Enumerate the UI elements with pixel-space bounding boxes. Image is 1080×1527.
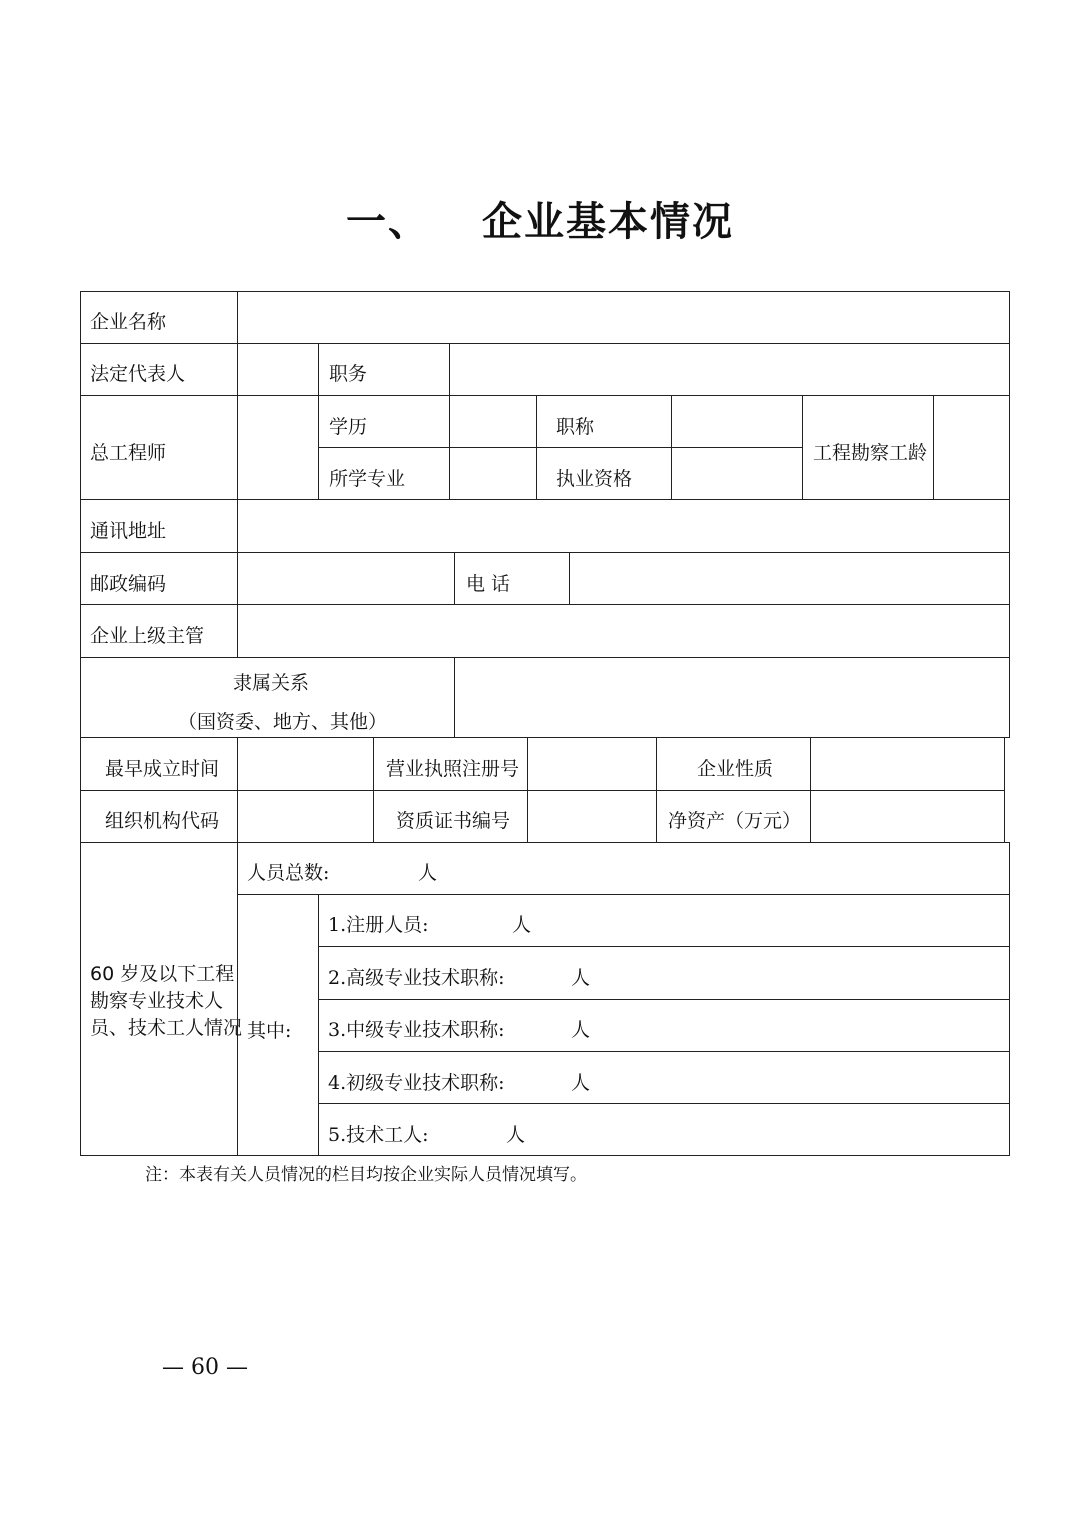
table-border <box>80 395 1009 396</box>
label-title-rank: 职称 <box>556 416 595 438</box>
table-border <box>373 737 374 842</box>
label-legal-rep: 法定代表人 <box>90 363 186 385</box>
label-intermediate-title: 3.中级专业技术职称: <box>328 1019 505 1041</box>
table-border <box>454 657 455 737</box>
table-border <box>536 395 537 499</box>
label-superior: 企业上级主管 <box>90 625 205 647</box>
section-number: 一、 <box>346 198 430 245</box>
label-qualification: 执业资格 <box>556 468 633 490</box>
label-education: 学历 <box>329 416 368 438</box>
label-position: 职务 <box>329 363 368 385</box>
label-founded: 最早成立时间 <box>105 758 220 780</box>
label-technical-workers: 5.技术工人: <box>328 1124 429 1146</box>
page-number: — 60 — <box>162 1355 248 1380</box>
label-survey-years: 工程勘察工龄 <box>813 442 928 464</box>
label-cert-no: 资质证书编号 <box>396 810 511 832</box>
table-border <box>933 395 934 499</box>
table-border <box>80 291 1009 292</box>
table-border <box>802 395 803 499</box>
table-border <box>80 657 1009 658</box>
label-staff-section-3: 员、技术工人情况 <box>90 1017 243 1039</box>
label-major: 所学专业 <box>329 468 406 490</box>
table-border <box>318 1103 1009 1104</box>
table-border <box>1004 737 1005 842</box>
table-border <box>80 552 1009 553</box>
label-among: 其中: <box>247 1020 292 1042</box>
table-border <box>318 343 319 499</box>
table-border <box>1009 842 1010 1156</box>
label-affiliation-note: （国资委、地方、其他） <box>178 711 388 733</box>
label-address: 通讯地址 <box>90 520 167 542</box>
table-border <box>80 842 1009 843</box>
table-border <box>237 737 238 842</box>
table-border <box>80 790 1005 791</box>
table-border <box>527 737 528 842</box>
table-border <box>80 291 81 1156</box>
table-border <box>318 999 1009 1000</box>
table-border <box>656 737 657 842</box>
label-affiliation: 隶属关系 <box>233 672 310 694</box>
table-border <box>80 737 1009 738</box>
label-registered: 1.注册人员: <box>328 914 429 936</box>
label-total-staff: 人员总数: <box>247 862 330 884</box>
label-license-no: 营业执照注册号 <box>386 758 520 780</box>
label-junior-title: 4.初级专业技术职称: <box>328 1072 505 1094</box>
unit-registered: 人 <box>512 914 532 936</box>
unit-intermediate-title: 人 <box>571 1019 591 1041</box>
page-title <box>0 190 1080 247</box>
table-border <box>318 946 1009 947</box>
unit-total-staff: 人 <box>418 862 438 884</box>
label-chief-engineer: 总工程师 <box>90 442 167 464</box>
table-border <box>80 604 1009 605</box>
table-border <box>318 894 319 1156</box>
label-net-assets: 净资产（万元） <box>668 810 802 832</box>
table-border <box>237 842 238 1156</box>
table-border <box>80 343 1009 344</box>
table-border <box>318 1051 1009 1052</box>
table-border <box>454 552 455 604</box>
table-border <box>80 499 1009 500</box>
label-company-name: 企业名称 <box>90 311 167 333</box>
table-border <box>318 447 802 448</box>
label-org-code: 组织机构代码 <box>105 810 220 832</box>
table-border <box>237 894 1009 895</box>
table-border <box>810 737 811 842</box>
section-title: 企业基本情况 <box>482 198 734 245</box>
label-staff-section-1: 60 岁及以下工程 <box>90 963 235 985</box>
label-staff-section-2: 勘察专业技术人 <box>90 990 224 1012</box>
table-border <box>671 395 672 499</box>
unit-technical-workers: 人 <box>506 1124 526 1146</box>
label-nature: 企业性质 <box>697 758 774 780</box>
table-border <box>80 1155 1009 1156</box>
footnote: 注：本表有关人员情况的栏目均按企业实际人员情况填写。 <box>145 1165 587 1185</box>
table-border <box>1009 291 1010 738</box>
label-senior-title: 2.高级专业技术职称: <box>328 967 505 989</box>
table-border <box>237 291 238 657</box>
table-border <box>569 552 570 604</box>
label-phone: 电 话 <box>466 573 511 595</box>
unit-junior-title: 人 <box>571 1072 591 1094</box>
label-postcode: 邮政编码 <box>90 573 167 595</box>
table-border <box>449 343 450 499</box>
unit-senior-title: 人 <box>571 967 591 989</box>
